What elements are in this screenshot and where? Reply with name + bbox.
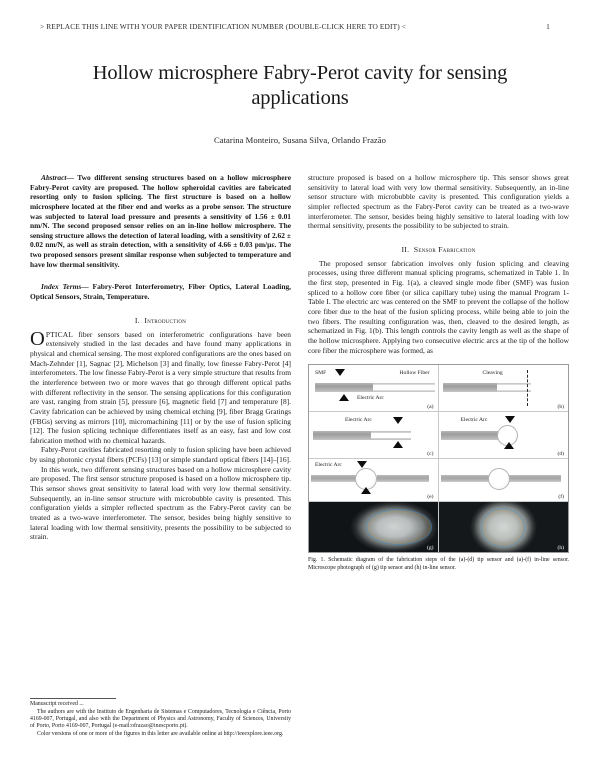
electric-arc-arrow-up-icon-d [504,442,514,449]
index-terms-lead-in: Index Terms— [41,282,89,292]
panel-id-c: (c) [427,451,434,458]
label-smf: SMF [315,370,327,377]
figure-panel-f [439,459,569,502]
figure-panel-a [309,365,439,412]
figure-1 [308,364,569,572]
section-number-2: II. [401,244,410,254]
photo-bubble-outline-g [366,509,433,545]
footnote-block [30,698,291,738]
running-header [30,22,570,31]
introduction-first-paragraph [30,327,291,446]
intro-body-text: fiber sensors based on interferometric configurations have been extensively studied in the last decades and have found many applications in physical and chemical sensing. The most explored configurations are the ones based on Mach-Zehnder [1], Sagnac [2], Michelson [3] and finally, low finesse Fabry-Perot [4] interferometers. The low finesse Fabry-Perot is a very simple structure that results from the interference between two or more waves that go through different optical paths with different reflectivity in the sensor. The sensing applications for this configuration are vast, ranging from strain [5], pressure [6], magnetic field [7] and temperature [8]. Cavity fabrication can be achieved by using chemical etching [9], fiber Bragg Gratings (FBGs) serving as mirrors [10], micromachining [11] or by the use of fusion splicing [12]. The fusion splicing technique differentiates itself as an easy, fast and low cost fabrication method with no chemical hazards. [30,329,291,445]
electric-arc-arrow-up-icon-c [393,441,403,448]
photo-bubble-outline-h [481,508,525,547]
introduction-paragraph-3: In this work, two different sensing structures based on a hollow microsphere cavity are proposed. The first sensor structure proposed is based on a hollow microsphere tip. This sensor shows great sensitivity to lateral load with very low thermal sensitivity. Subsequently, an in-line sensor structure with microbubble cavity is presented. This configuration yields a simpler reflected spectrum as the Fabry-Perot cavity can be treated as a two-wave interferometer. The sensor, besides being highly sensitive to lateral loading with low thermal sensitivity, presents the possibility to be subjected to strain. [30,464,291,542]
cleave-dashed-line [527,370,528,406]
panel-id-d: (d) [557,451,564,458]
right-column-continuation: structure proposed is based on a hollow microsphere tip. This sensor shows great sensitivity to lateral load with very low thermal sensitivity. Subsequently, an in-line sensor structure with microbubble cavity is presented. This configuration yields a simpler reflected spectrum as the Fabry-Perot cavity can be treated as a two-wave interferometer. The sensor, besides being highly sensitive to lateral loading with low thermal sensitivity, presents the possibility to be subjected to strain. [308,173,569,231]
smf-fiber-graphic-c [313,431,371,440]
abstract-lead-in: Abstract— [41,173,74,182]
running-header-text: > REPLACE THIS LINE WITH YOUR PAPER IDENTIFICATION NUMBER (DOUBLE-CLICK HERE TO EDIT) < [40,22,407,31]
introduction-paragraph-2: Fabry-Perot cavities fabricated resorting only to fusion splicing have been achieved by using photonic crystal fibers (PCFs) [13] or simple standard optical fibers [14]–[16]. [30,445,291,465]
section-number: I. [134,315,140,325]
sensor-fabrication-paragraph: The proposed sensor fabrication involves only fusion splicing and cleaving processes, using three different manual splicing programs, schematized in Table 1. In the first step, presented in Fig. 1(a), a cleaved single mode fiber (SMF) was fusion spliced to a hollow core fiber (or silica capillary tube) using the manual Program 1- Table I. The electric arc was centered on the SMF to prevent the collapse of the hollow core fiber due to the heat of the fusion splicing process, while being able to join the two fibers. The resulting configuration was, then, cleaved to the desired length, as schematized in Fig. 1(b). This length controls the cavity length as well as the shape of the hollow microsphere. Applying two consecutive electric arcs at the tip of the hollow core fiber the microsphere was formed, as [308,258,569,355]
figure-panel-h [439,502,569,552]
panel-id-h: (h) [557,545,564,552]
figure-panel-e [309,459,439,502]
hollow-fiber-graphic [373,383,435,392]
hollow-fiber-graphic-b [497,383,531,392]
label-cleaving: Cleaving [482,370,503,377]
paper-title: Hollow microsphere Fabry-Perot cavity for sensing applications [92,62,508,109]
microscope-photo-inline-sensor [439,502,569,552]
section-title-2: Sensor Fabrication [413,244,476,254]
section-title: Introduction [144,315,187,325]
left-fiber-graphic-e [311,475,361,482]
intro-small-caps: PTICAL [45,329,74,339]
index-terms-paragraph [30,282,291,301]
abstract-paragraph [30,173,291,269]
inline-microsphere-graphic-f [488,468,510,490]
electric-arc-arrow-down-icon-c [393,417,403,424]
microscope-photo-tip-sensor [309,502,438,552]
figure-1-panel-grid [308,364,569,553]
panel-id-e: (e) [427,494,434,501]
right-column [308,173,569,758]
smf-fiber-graphic-b [443,383,497,392]
label-electric-arc: Electric Arc [357,395,384,402]
panel-id-f: (f) [558,494,564,501]
panel-id-g: (g) [426,545,434,552]
footnote-rule [30,698,116,699]
footnote-affiliation: The authors are with the Instituto de Engenharia de Sistemas e Computadores, Tecnologia e Ciência, Porto 4169-007, Portugal, and also with the Department of Physics and Astronomy, Faculty of Sciences, University of Porto, Porto 4169-007, Portugal (e-mail:ofrazao@inescporto.pt). [30,708,291,730]
body-columns [30,173,570,758]
footnote-manuscript-received: Manuscript received ... [30,701,84,708]
right-fiber-graphic-f [509,475,561,482]
right-fiber-graphic-e [377,475,429,482]
label-hollow-fiber: Hollow Fiber [399,370,430,377]
panel-id-b: (b) [557,404,564,411]
smf-fiber-graphic-d [441,431,501,440]
electric-arc-arrow-up-icon [339,394,349,401]
drop-cap-letter: O [30,327,45,350]
hollow-fiber-graphic-c [371,431,411,440]
index-terms-text: Fabry-Perot Interferometry, Fiber Optics, Lateral Loading, Optical Sensors, Strain, Temperature. [30,282,291,302]
electric-arc-arrow-down-icon [335,369,345,376]
figure-1-caption: Fig. 1. Schematic diagram of the fabrication steps of the (a)-(d) tip sensor and (a)-(f) in-line sensor. Microscope photograph of (g) tip sensor and (h) in-line sensor. [308,557,569,571]
label-electric-arc-c: Electric Arc [345,417,372,424]
section-heading-introduction [30,316,291,325]
section-heading-sensor-fabrication [308,245,569,254]
electric-arc-arrow-down-icon-d [505,416,515,423]
figure-panel-d [439,412,569,459]
author-list: Catarina Monteiro, Susana Silva, Orlando Frazão [213,135,387,145]
label-electric-arc-d: Electric Arc [460,417,488,424]
page-number: 1 [546,22,550,31]
left-column [30,173,291,758]
electric-arc-arrow-up-icon-e [361,487,371,494]
footnote-color-versions: Color versions of one or more of the figures in this letter are available online at http://ieeexplore.ieee.org. [37,730,284,737]
abstract-text: Two different sensing structures based on a hollow microsphere Fabry-Perot cavity are proposed. The hollow spheroidal cavities are fabricated resorting only to fusion splicing. The first structure is based on a hollow microsphere located at the fiber end and works as a probe sensor. The structure was subjected to lateral load pressure and presents a sensitivity of 1.56 ± 0.01 nm/N. The second proposed sensor relies on an in-line hollow microsphere. The sensing structure allows the detection of lateral loading, with a sensitivity of 2.62 ± 0.02 nm/N, as well as strain detection, with a sensitivity of 4.66 ± 0.03 pm/µε. The two proposed sensors present similar response when subjected to temperature and have low thermal sensitivity. [30,173,291,269]
left-fiber-graphic-f [441,475,493,482]
figure-panel-g [309,502,439,552]
panel-id-a: (a) [427,404,434,411]
label-electric-arc-e: Electric Arc [315,462,342,469]
figure-panel-b [439,365,569,412]
figure-panel-c [309,412,439,459]
electric-arc-arrow-down-icon-e [357,461,367,468]
smf-fiber-graphic [315,383,373,392]
